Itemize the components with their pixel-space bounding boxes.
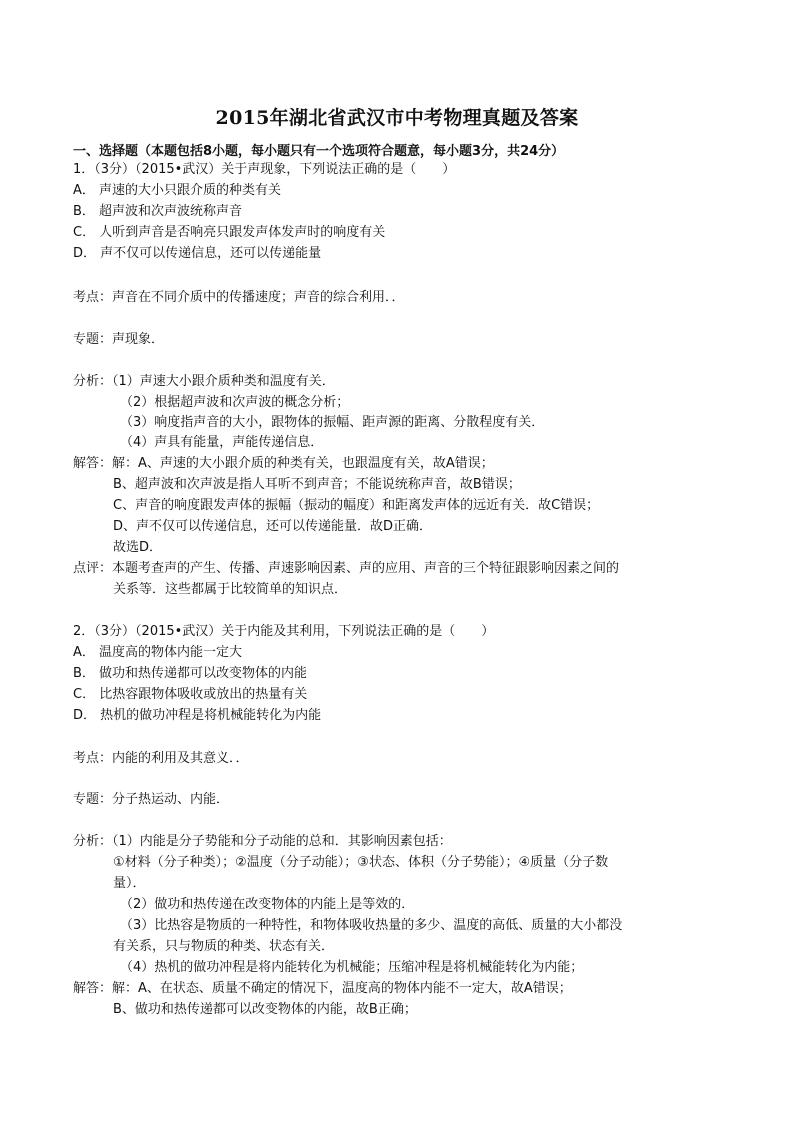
- q1-analysis-line: （2）根据超声波和次声波的概念分析；: [120, 395, 350, 410]
- section-heading: 一、选择题（本题包括8小题，每小题只有一个选项符合题意，每小题3分，共24分）: [73, 144, 565, 159]
- q1-option-b: B． 超声波和次声波统称声音: [73, 204, 243, 219]
- q2-kaodian: 考点：内能的利用及其意义．．: [73, 751, 249, 766]
- q1-option-d: D． 声不仅可以传递信息，还可以传递能量: [73, 246, 322, 261]
- q2-answer-line: 解答：解：A、在状态、质量不确定的情况下，温度高的物体内能不一定大，故A错误；: [73, 981, 572, 996]
- q1-analysis-line: （3）响度指声音的大小，跟物体的振幅、距声源的距离、分散程度有关．: [120, 415, 545, 430]
- q1-analysis-line: （4）声具有能量，声能传递信息．: [120, 435, 324, 450]
- q2-analysis-line: （4）热机的做功冲程是将内能转化为机械能；压缩冲程是将机械能转化为内能；: [120, 960, 584, 975]
- q1-answer-line: D、声不仅可以传递信息，还可以传递能量．故D正确．: [113, 519, 433, 534]
- q1-answer-line: 故选D．: [113, 540, 163, 555]
- q2-analysis-line: ①材料（分子种类）；②温度（分子动能）；③状态、体积（分子势能）；④质量（分子数: [113, 855, 609, 870]
- q1-comment-line: 点评：本题考查声的产生、传播、声速影响因素、声的应用、声音的三个特征跟影响因素之间的: [73, 561, 620, 576]
- q2-analysis-line: 量）．: [113, 876, 146, 891]
- q2-option-d: D． 热机的做功冲程是将机械能转化为内能: [73, 708, 322, 723]
- question-1-stem: 1．（3分）（2015•武汉）关于声现象，下列说法正确的是（ ）: [73, 162, 456, 177]
- q1-kaodian: 考点：声音在不同介质中的传播速度；声音的综合利用．．: [73, 290, 405, 305]
- q2-analysis-line: （2）做功和热传递在改变物体的内能上是等效的．: [120, 897, 415, 912]
- q1-answer-line: C、声音的响度跟发声体的振幅（振动的幅度）和距离发声体的远近有关．故C错误；: [113, 498, 600, 513]
- q1-zhuanti: 专题：声现象．: [73, 332, 165, 347]
- q2-analysis-line: 有关系，只与物质的种类、状态有关．: [113, 939, 335, 954]
- q2-zhuanti: 专题：分子热运动、内能．: [73, 792, 230, 807]
- q1-comment-line: 关系等．这些都属于比较简单的知识点．: [113, 582, 348, 597]
- q2-analysis-line: 分析：（1）内能是分子势能和分子动能的总和．其影响因素包括：: [73, 834, 452, 849]
- q2-analysis-line: （3）比热容是物质的一种特性，和物体吸收热量的多少、温度的高低、质量的大小都没: [120, 918, 623, 933]
- q1-answer-line: 解答：解：A、声速的大小跟介质的种类有关，也跟温度有关，故A错误；: [73, 456, 494, 471]
- q1-option-a: A． 声速的大小只跟介质的种类有关: [73, 183, 282, 198]
- q1-option-c: C． 人听到声音是否响亮只跟发声体发声时的响度有关: [73, 225, 386, 240]
- q1-answer-line: B、超声波和次声波是指人耳听不到声音；不能说统称声音，故B错误；: [113, 477, 521, 492]
- q2-option-b: B． 做功和热传递都可以改变物体的内能: [73, 666, 308, 681]
- q1-analysis-line: 分析：（1）声速大小跟介质种类和温度有关．: [73, 374, 335, 389]
- q2-option-a: A． 温度高的物体内能一定大: [73, 645, 243, 660]
- question-2-stem: 2．（3分）（2015•武汉）关于内能及其利用，下列说法正确的是（ ）: [73, 624, 495, 639]
- q2-answer-line: B、做功和热传递都可以改变物体的内能，故B正确；: [113, 1002, 417, 1017]
- q2-option-c: C． 比热容跟物体吸收或放出的热量有关: [73, 687, 308, 702]
- page-title: 2015年湖北省武汉市中考物理真题及答案: [215, 107, 579, 129]
